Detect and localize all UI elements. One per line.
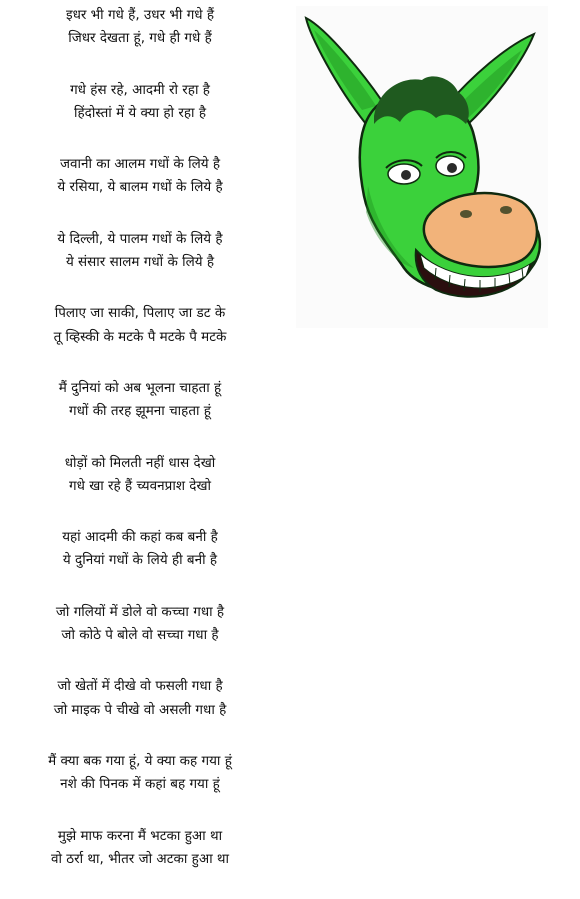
poem-line: जो माइक पे चीखे वो असली गधा है bbox=[53, 701, 227, 718]
stanza bbox=[10, 675, 270, 722]
cartoon-donkey-icon bbox=[296, 6, 548, 328]
stanza bbox=[10, 4, 270, 51]
poem-line: जो कोठे पे बोले वो सच्चा गधा है bbox=[61, 627, 219, 644]
poem-line: जवानी का आलम गधों के लिये है bbox=[59, 156, 221, 173]
stanza bbox=[10, 228, 270, 275]
poem-line: ये संसार सालम गधों के लिये है bbox=[65, 254, 215, 271]
poem-line: तू व्हिस्की के मटके पै मटके पै मटके bbox=[53, 328, 227, 345]
poem bbox=[10, 4, 270, 899]
poem-line: मैं दुनियां को अब भूलना चाहता हूं bbox=[58, 379, 222, 396]
poem-line: ये दुनियां गधों के लिये ही बनी है bbox=[62, 552, 218, 569]
poem-line: यहां आदमी की कहां कब बनी है bbox=[62, 529, 218, 546]
poem-line: गधे हंस रहे, आदमी रो रहा है bbox=[70, 81, 210, 98]
stanza bbox=[10, 750, 270, 797]
stanza bbox=[10, 601, 270, 648]
poem-line: धोड़ों को मिलती नहीं धास देखो bbox=[64, 454, 216, 471]
poem-line: गधों की तरह झूमना चाहता हूं bbox=[69, 403, 211, 420]
poem-line: हिंदोस्तां में ये क्या हो रहा है bbox=[74, 104, 206, 121]
poem-line: मैं क्या बक गया हूं, ये क्या कह गया हूं bbox=[48, 752, 232, 769]
stanza bbox=[10, 79, 270, 126]
poem-line: इधर भी गधे हैं, उधर भी गधे हैं bbox=[65, 7, 215, 23]
stanza bbox=[10, 377, 270, 424]
poem-line: गधे खा रहे हैं च्यवनप्राश देखो bbox=[69, 477, 211, 494]
stanza bbox=[10, 452, 270, 499]
donkey-illustration bbox=[296, 6, 548, 328]
stanza bbox=[10, 825, 270, 872]
stanza bbox=[10, 302, 270, 349]
poem-line: जो खेतों में दीखे वो फसली गधा है bbox=[57, 678, 223, 695]
poem-line: ये रसिया, ये बालम गधों के लिये है bbox=[57, 179, 223, 196]
poem-line: ये दिल्ली, ये पालम गधों के लिये है bbox=[57, 230, 223, 247]
muzzle-icon bbox=[424, 193, 537, 267]
stanza bbox=[10, 526, 270, 573]
poem-line: जो गलियों में डोले वो कच्चा गधा है bbox=[55, 603, 225, 620]
poem-line: नशे की पिनक में कहां बह गया हूं bbox=[60, 776, 220, 793]
poem-line: पिलाए जा साकी, पिलाए जा डट के bbox=[54, 305, 226, 322]
poem-line: जिधर देखता हूं, गधे ही गधे हैं bbox=[68, 30, 212, 47]
poem-line: वो ठर्रा था, भीतर जो अटका हुआ था bbox=[50, 850, 230, 867]
stanza bbox=[10, 153, 270, 200]
poem-line: मुझे माफ करना मैं भटका हुआ था bbox=[57, 827, 223, 844]
